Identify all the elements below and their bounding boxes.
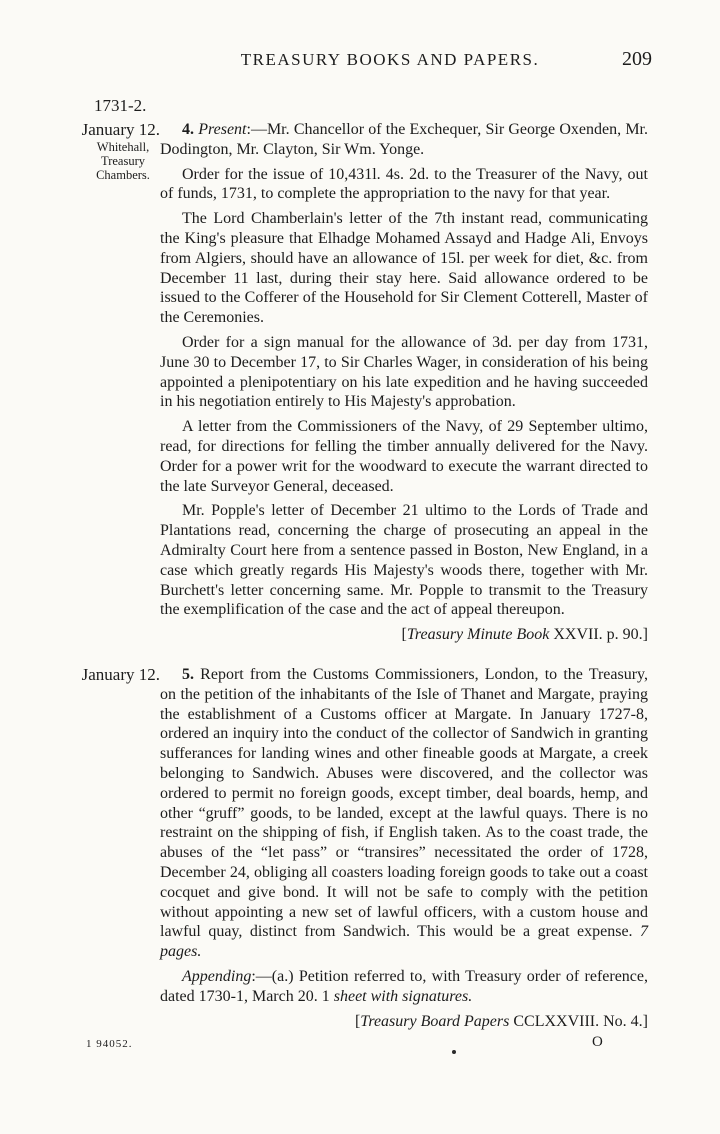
entry-5-appending-text: :—(a.) Petition referred to, with Treasury order of reference, dated 1730-1, March 20. 1 (160, 967, 648, 1005)
entry-4-present-text: :—Mr. Chancellor of the Exchequer, Sir George Oxenden, Mr. Dodington, Mr. Clayton, Sir Wm. Yonge. (160, 121, 649, 158)
entry-5-appending (160, 967, 648, 1007)
entry-4-sidenote (52, 120, 160, 182)
page-number: 209 (622, 48, 652, 70)
entry-4-paragraph-4: A letter from the Commissioners of the Navy, of 29 September ultimo, read, for directions for felling the timber annually delivered for the Navy. Order for a power writ for the woodward to execute the warrant directed to the late Surveyor General, deceased. (160, 418, 648, 495)
entry-5-appending-label: Appending (182, 967, 252, 985)
entry-5 (160, 665, 648, 1032)
running-head: TREASURY BOOKS AND PAPERS. (240, 50, 540, 69)
entry-4-place-line-2: Treasury (101, 154, 145, 168)
entry-5-citation-source: Treasury Board Papers (360, 1012, 510, 1030)
entry-5-date: January 12. (81, 665, 160, 684)
entry-4-citation-ref: XXVII. p. 90.] (549, 626, 648, 644)
entry-4-present (160, 120, 648, 160)
entry-4-paragraph-3: Order for a sign manual for the allowance of 3d. per day from 1731, June 30 to December 17, to Sir Charles Wager, in consideration of his being appointed a plenipotentiary on his late expedition and he having succeeded in his negotiation entirely to His Majesty's approbation. (160, 333, 648, 411)
entry-4-paragraph-5: Mr. Popple's letter of December 21 ultimo to the Lords of Trade and Plantations read, concerning the charge of prosecuting an appeal in the Admiralty Court here from a sentence passed in Boston, New England, in a case which greatly regards His Majesty's woods there, together with Mr. Burchett's letter concerning same. Mr. Popple to transmit to the Treasury the exemplification of the case and the act of appeal thereupon. (160, 502, 648, 619)
entry-5-appending-note: sheet with signatures. (333, 987, 473, 1005)
entry-5-body (160, 665, 648, 962)
entry-5-citation-ref: CCLXXVIII. No. 4.] (509, 1012, 648, 1030)
entry-5-body-pages: 7 pages. (160, 923, 649, 961)
footer-dot (452, 1050, 456, 1054)
entry-5-citation: [Treasury Board Papers CCLXXVIII. No. 4.] (354, 1012, 648, 1030)
entry-4-citation: [Treasury Minute Book XXVII. p. 90.] (401, 626, 648, 644)
entry-4-number: 4. (182, 121, 194, 138)
entry-5-sidenote (52, 665, 160, 685)
entry-4-paragraph-2: The Lord Chamberlain's letter of the 7th instant read, communicating the King's pleasure that Elhadge Mohamed Assayd and Hadge Ali, Envoys from Algiers, should have an allowance of 15l. per week for diet, &c. from December 11 last, during their stay here. Said allowance ordered to be issued to the Cofferer of the Household for Sir Clement Cotterell, Master of the Ceremonies. (160, 210, 648, 327)
entry-5-body-text: Report from the Customs Commissioners, London, to the Treasury, on the petition of the inhabitants of the Isle of Thanet and Margate, praying the establishment of a Customs officer at Margate. In January 1727-8, ordered an inquiry into the conduct of the collector of Sandwich in granting sufferances for landing wines and other fineable goods at Margate, a creek belonging to Sandwich. Abuses were discovered, and the collector was ordered to permit no foreign goods, except timber, deal boards, hemp, and other “gruff” goods, to be landed, except at the lawful quays. There is no restraint on the shipping of fish, if English taken. As to the coast trade, the abuses of the “let pass” or “transires” necessitated the order of 1728, December 24, obliging all coasters loading foreign goods to take out a coast cocquet and give bond. It will not be safe to comply with the petition without appointing a new set of lawful officers, with a custom house and lawful quay, distinct from Sandwich. This would be a great expense. (160, 666, 648, 941)
entry-4-place-line-1: Whitehall, (96, 140, 150, 154)
entry-4-date: January 12. (81, 120, 160, 139)
sheet-mark: O (592, 1034, 603, 1050)
entry-4-citation-source: Treasury Minute Book (406, 626, 550, 644)
entry-4 (160, 120, 648, 645)
entry-5-number: 5. (182, 666, 194, 683)
entry-4-place-line-3: Chambers. (96, 168, 150, 182)
year-marker: 1731-2. (94, 96, 147, 115)
signature-mark: 1 94052. (86, 1038, 133, 1050)
entry-4-present-label: Present (198, 121, 247, 138)
entry-4-paragraph-1: Order for the issue of 10,431l. 4s. 2d. to the Treasurer of the Navy, out of funds, 1731, to complete the appropriation to the navy for that year. (160, 165, 648, 203)
